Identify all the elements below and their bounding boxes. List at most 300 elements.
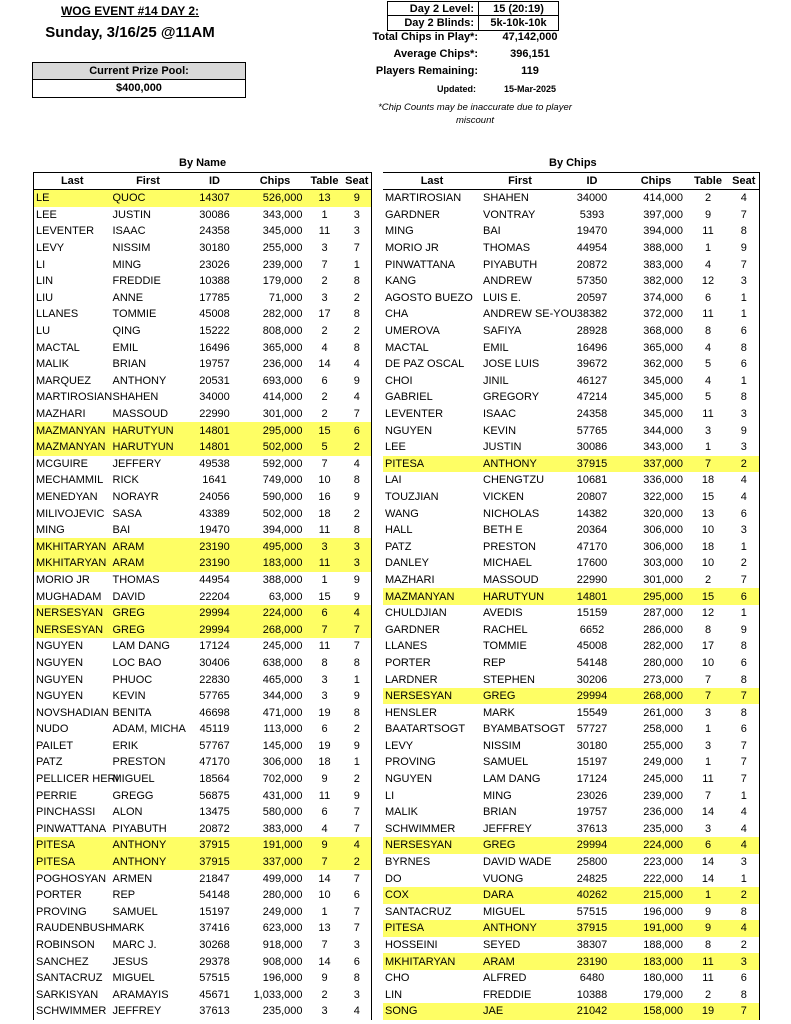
id-cell: 37915 [559,920,625,937]
table-cell: 15 [687,588,729,605]
event-title: WOG EVENT #14 DAY 2: [60,4,200,18]
last-name-cell: MAZMANYAN [34,422,111,439]
table-cell: 8 [704,623,712,636]
table-cell: 17 [701,640,715,653]
seat-cell: 7 [353,806,360,819]
table-row [383,787,759,804]
chips-cell: 431,000 [262,789,303,802]
chips-cell: 337,000 [625,456,687,473]
seat-cell: 9 [343,190,372,207]
seat-cell: 9 [740,623,747,636]
first-name-cell: REP [112,889,136,902]
first-name-cell: TOMMIE [483,640,527,653]
total-chips-label: Total Chips in Play*: [372,31,478,43]
chips-cell: 306,000 [643,524,683,537]
chips-cell: 382,000 [643,275,683,288]
table-cell: 15 [318,590,331,603]
id-cell: 6652 [579,623,605,636]
first-name-cell: ADAM, MICHA [112,723,186,736]
chips-cell: 368,000 [643,325,683,338]
last-name-cell: MAZMANYAN [383,588,481,605]
seat-cell: 8 [740,225,747,238]
id-cell: 30086 [199,208,230,221]
table-row [34,621,372,638]
table-cell: 6 [321,374,328,387]
table-cell: 14 [318,955,331,968]
first-name-cell: JUSTIN [112,208,151,221]
last-name-cell: BAATARTSOGT [385,723,466,736]
last-name-cell: MARQUEZ [36,374,91,387]
table-cell: 6 [321,806,328,819]
chips-cell: 336,000 [643,474,683,487]
chips-cell: 245,000 [643,773,683,786]
table-cell: 14 [318,872,331,885]
table-cell: 4 [704,258,712,271]
first-name-cell: RICK [112,474,139,487]
id-cell: 20531 [199,374,230,387]
last-name-cell: RAUDENBUSH [36,922,114,935]
seat-cell: 4 [729,920,759,937]
chips-cell: 414,000 [643,192,683,205]
last-name-cell: MUGHADAM [36,590,102,603]
seat-cell: 6 [343,422,372,439]
last-name-cell: LEVY [385,739,414,752]
prize-pool-label: Current Prize Pool: [33,63,245,80]
chips-cell: 345,000 [643,391,683,404]
last-name-cell: MALIK [385,806,419,819]
blinds-value: 5k-10k-10k [478,16,558,30]
table-cell: 3 [704,739,712,752]
table-cell: 1 [321,573,328,586]
last-name-cell: HALL [385,524,413,537]
chips-cell: 282,000 [643,640,683,653]
first-name-cell: GREG [481,688,559,705]
last-name-cell: PAILET [36,739,74,752]
first-name-cell: MING [112,258,142,271]
id-cell: 47170 [199,756,230,769]
table-cell: 7 [704,789,712,802]
id-cell: 57515 [199,972,230,985]
id-cell: 38382 [576,308,608,321]
table-row [383,953,759,970]
last-name-cell: PITESA [34,854,111,871]
chips-cell: 268,000 [244,621,307,638]
last-name-cell: MARTIROSIAN [36,391,113,404]
id-cell: 56875 [199,789,230,802]
chips-cell: 592,000 [262,457,303,470]
id-cell: 34000 [199,391,230,404]
id-cell: 13475 [199,806,230,819]
table-row [383,887,759,904]
table-cell: 6 [321,723,328,736]
prize-pool-box [32,62,246,98]
level-value: 15 (20:19) [478,2,558,15]
seat-cell: 7 [740,573,747,586]
table-cell: 2 [704,988,712,1001]
id-cell: 6480 [579,972,605,985]
first-name-cell: VUONG [483,872,524,885]
first-name-cell: THOMAS [483,242,531,255]
id-cell: 22990 [199,408,230,421]
first-name-cell: MASSOUD [483,573,539,586]
id-cell: 10388 [576,988,608,1001]
table-row [383,754,759,771]
id-cell: 15222 [199,325,230,338]
last-name-cell: MKHITARYAN [383,953,481,970]
id-cell: 15197 [199,905,230,918]
seat-cell: 7 [740,756,747,769]
first-name-cell: ANDREW SE-YOU [483,308,578,321]
total-chips-value: 47,142,000 [502,31,558,43]
id-cell: 10388 [199,275,230,288]
table-row [34,638,372,655]
table-cell: 7 [687,456,729,473]
table-row [34,538,372,555]
table-row [34,339,372,356]
id-cell: 20872 [576,258,608,271]
last-name-cell: GABRIEL [385,391,433,404]
last-name-cell: LIN [36,275,54,288]
table-row [34,837,372,854]
seat-cell: 2 [353,773,360,786]
id-cell: 21847 [199,872,230,885]
table-cell: 3 [321,690,328,703]
table-cell: 11 [702,972,714,985]
id-cell: 24358 [199,225,230,238]
first-name-cell: ARAM [481,953,559,970]
id-cell: 37613 [199,1005,230,1018]
chips-cell: 808,000 [262,325,303,338]
column-header: Seat [729,173,759,190]
chips-cell: 158,000 [625,1003,687,1020]
table-cell: 8 [704,939,712,952]
id-cell: 23026 [199,258,230,271]
first-name-cell: SHAHEN [112,391,159,404]
table-cell: 6 [687,837,729,854]
last-name-cell: PORTER [385,656,431,669]
seat-cell: 2 [740,939,747,952]
seat-cell: 8 [353,474,360,487]
table-row [383,306,759,323]
table-cell: 3 [321,673,328,686]
seat-cell: 3 [343,538,372,555]
first-name-cell: ERIK [112,739,139,752]
seat-cell: 3 [740,441,747,454]
id-cell: 46698 [199,706,230,719]
id-cell: 57765 [199,690,230,703]
chips-cell: 306,000 [262,756,303,769]
table-cell: 3 [704,822,712,835]
column-header: Last [34,173,111,190]
seat-cell: 8 [740,988,747,1001]
seat-cell: 7 [353,922,360,935]
table-row [34,256,372,273]
table-header-row [34,173,372,190]
id-cell: 29994 [186,621,244,638]
chips-cell: 222,000 [643,872,683,885]
chips-cell: 301,000 [643,573,683,586]
seat-cell: 8 [740,640,747,653]
seat-cell: 6 [740,972,747,985]
table-cell: 1 [321,208,328,221]
seat-cell: 9 [353,590,360,603]
table-cell: 7 [307,854,343,871]
table-cell: 9 [704,905,712,918]
id-cell: 23190 [186,555,244,572]
column-header: ID [559,173,625,190]
table-cell: 11 [702,225,714,238]
chips-cell: 273,000 [643,673,683,686]
chips-cell: 145,000 [262,739,303,752]
table-row [383,588,759,605]
id-cell: 45119 [199,723,230,736]
id-cell: 46127 [576,374,608,387]
last-name-cell: MAZMANYAN [34,439,111,456]
table-cell: 14 [701,856,715,869]
table-row [34,240,372,257]
first-name-cell: PHUOC [112,673,153,686]
id-cell: 40262 [559,887,625,904]
table-row [34,655,372,672]
first-name-cell: JEFFREY [112,1005,162,1018]
id-cell: 20807 [576,490,608,503]
last-name-cell: SARKISYAN [36,988,99,1001]
first-name-cell: BYAMBATSOGT [483,723,566,736]
first-name-cell: TOMMIE [112,308,157,321]
table-row [34,190,372,207]
id-cell: 10681 [576,474,608,487]
table-cell: 18 [701,474,715,487]
first-name-cell: NISSIM [483,739,521,752]
first-name-cell: MIGUEL [112,972,155,985]
table-cell: 9 [321,773,328,786]
id-cell: 25800 [576,856,608,869]
table-cell: 5 [704,391,712,404]
id-cell: 37613 [576,822,608,835]
chips-cell: 749,000 [262,474,303,487]
table-row [383,406,759,423]
first-name-cell: VONTRAY [483,208,536,221]
column-header: Table [687,173,729,190]
table-cell: 9 [687,920,729,937]
seat-cell: 7 [343,621,372,638]
last-name-cell: LI [36,258,46,271]
table-row [383,721,759,738]
first-name-cell: MARK [483,706,515,719]
by-chips-title: By Chips [549,157,597,169]
id-cell: 21042 [559,1003,625,1020]
table-row [383,970,759,987]
table-cell: 11 [702,308,714,321]
table-row [34,489,372,506]
prize-pool-value: $400,000 [116,82,162,94]
id-cell: 30206 [576,673,608,686]
id-cell: 29378 [199,955,230,968]
first-name-cell: SHAHEN [483,192,529,205]
table-row [34,290,372,307]
chips-cell: 236,000 [643,806,683,819]
first-name-cell: GREG [481,837,559,854]
table-row [383,555,759,572]
first-name-cell: REP [483,656,506,669]
last-name-cell: PATZ [36,756,63,769]
table-cell: 3 [307,538,343,555]
seat-cell: 4 [343,605,372,622]
table-row [34,505,372,522]
table-row [383,704,759,721]
first-name-cell: ALON [112,806,143,819]
last-name-cell: HENSLER [385,706,437,719]
table-cell: 8 [321,656,328,669]
table-cell: 18 [318,756,331,769]
table-cell: 8 [704,325,712,338]
table-cell: 4 [704,374,712,387]
first-name-cell: MIGUEL [112,773,155,786]
chips-cell: 282,000 [262,308,303,321]
table-cell: 2 [321,988,328,1001]
id-cell: 37915 [559,456,625,473]
first-name-cell: MING [483,789,512,802]
last-name-cell: LLANES [385,640,428,653]
last-name-cell: PITESA [383,920,481,937]
table-cell: 1 [321,905,328,918]
last-name-cell: MKHITARYAN [34,555,111,572]
table-cell: 2 [321,408,328,421]
chips-cell: 383,000 [643,258,683,271]
last-name-cell: SONG [383,1003,481,1020]
table-row [383,638,759,655]
table-cell: 11 [318,524,331,537]
chips-cell: 590,000 [262,490,303,503]
last-name-cell: MORIO JR [385,242,439,255]
seat-cell: 3 [343,555,372,572]
table-cell: 14 [701,806,715,819]
seat-cell: 9 [353,690,360,703]
seat-cell: 9 [353,789,360,802]
table-row [383,671,759,688]
table-cell: 9 [704,208,712,221]
seat-cell: 9 [740,424,747,437]
first-name-cell: ISAAC [112,225,146,238]
first-name-cell: GREGG [112,789,154,802]
event-header [30,4,230,41]
seat-cell: 3 [353,939,360,952]
column-header: Last [383,173,481,190]
first-name-cell: ISAAC [483,408,517,421]
table-cell: 13 [701,507,715,520]
last-name-cell: MILIVOJEVIC [36,507,105,520]
last-name-cell: NGUYEN [36,673,84,686]
table-row [34,1003,372,1020]
column-header: Chips [244,173,307,190]
id-cell: 30406 [199,656,230,669]
table-row [383,538,759,555]
first-name-cell: QING [112,325,141,338]
last-name-cell: NERSESYAN [34,621,111,638]
first-name-cell: PRESTON [112,756,166,769]
seat-cell: 2 [353,325,360,338]
table-row [383,738,759,755]
first-name-cell: GREG [111,621,186,638]
last-name-cell: MAZHARI [36,408,86,421]
table-row [383,937,759,954]
last-name-cell: CHO [385,972,410,985]
chips-cell: 322,000 [643,490,683,503]
seat-cell: 2 [740,557,747,570]
first-name-cell: LAM DANG [112,640,170,653]
table-cell: 19 [687,1003,729,1020]
chips-cell: 365,000 [262,341,303,354]
last-name-cell: NERSESYAN [34,605,111,622]
updated-label: Updated: [437,84,476,94]
table-cell: 3 [321,291,328,304]
first-name-cell: EMIL [112,341,139,354]
id-cell: 44954 [199,573,230,586]
table-row [383,904,759,921]
table-row [34,207,372,224]
first-name-cell: VICKEN [483,490,524,503]
table-cell: 11 [318,789,331,802]
table-row [383,804,759,821]
table-cell: 6 [307,605,343,622]
last-name-cell: UMEROVA [385,325,440,338]
first-name-cell: BAI [112,524,131,537]
table-cell: 4 [704,341,712,354]
table-cell: 3 [704,424,712,437]
first-name-cell: QUOC [111,190,186,207]
table-cell: 6 [704,291,712,304]
seat-cell: 4 [353,1005,360,1018]
first-name-cell: ARMEN [112,872,153,885]
last-name-cell: COX [383,887,481,904]
first-name-cell: SAMUEL [112,905,158,918]
table-cell: 2 [704,573,712,586]
table-cell: 18 [318,507,331,520]
last-name-cell: PITESA [34,837,111,854]
table-row [34,356,372,373]
id-cell: 30180 [576,739,608,752]
seat-cell: 8 [353,706,360,719]
id-cell: 30180 [199,242,230,255]
table-row [34,671,372,688]
seat-cell: 7 [353,872,360,885]
table-cell: 15 [307,422,343,439]
id-cell: 5393 [579,208,605,221]
first-name-cell: ARAMAYIS [112,988,169,1001]
last-name-cell: LI [385,789,395,802]
chips-cell: 337,000 [244,854,307,871]
seat-cell: 8 [353,308,360,321]
first-name-cell: HARUTYUN [111,439,186,456]
table-cell: 7 [321,939,328,952]
chips-cell: 362,000 [643,358,683,371]
chips-cell: 394,000 [643,225,683,238]
last-name-cell: LE [34,190,111,207]
id-cell: 19470 [199,524,230,537]
id-cell: 57727 [576,723,608,736]
by-name-title: By Name [179,157,227,169]
last-name-cell: LIU [36,291,54,304]
seat-cell: 4 [740,192,747,205]
table-row [34,704,372,721]
id-cell: 17124 [576,773,608,786]
chips-cell: 235,000 [262,1005,303,1018]
chips-cell: 196,000 [643,905,683,918]
table-row [34,555,372,572]
chips-cell: 179,000 [262,275,303,288]
table-row [34,273,372,290]
table-cell: 1 [704,756,712,769]
